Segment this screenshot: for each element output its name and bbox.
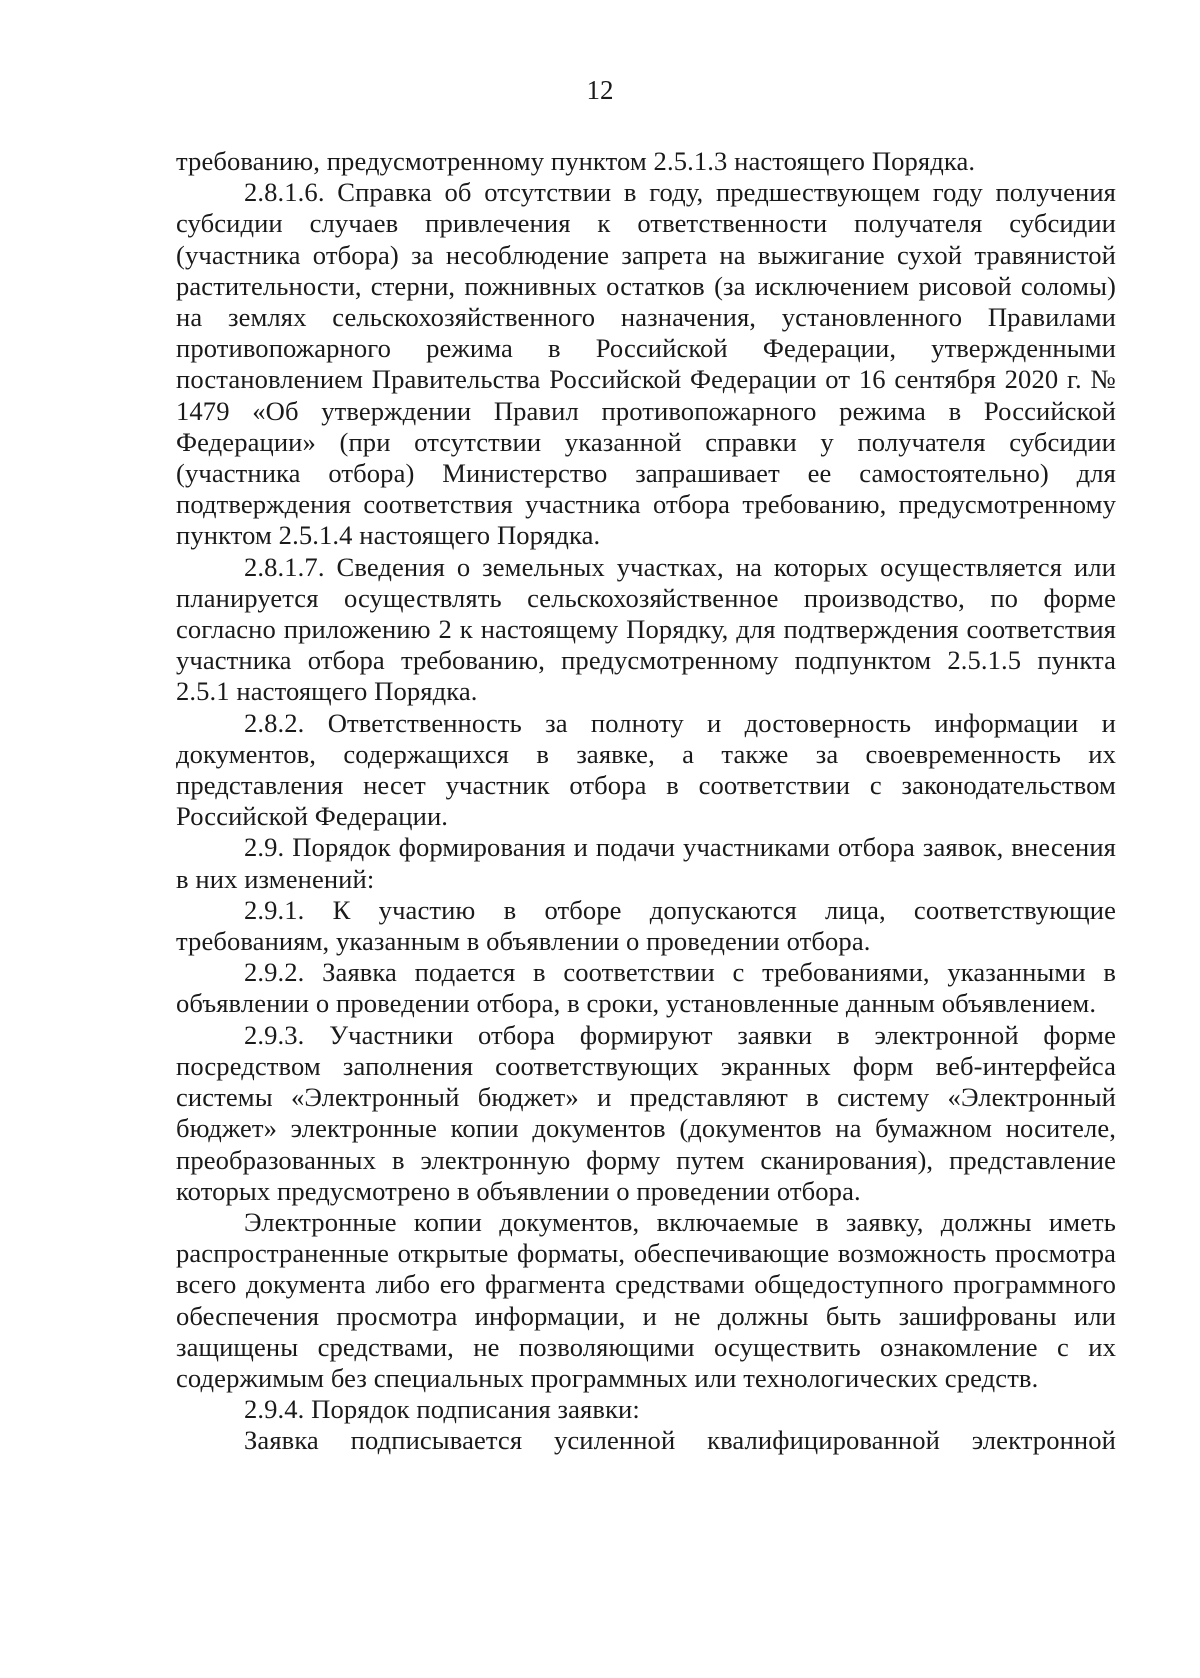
paragraph-2-9-2: 2.9.2. Заявка подается в соответствии с требованиями, указанными в объявлении о проведении отбора, в сроки, установленные данным объявлением.: [176, 957, 1116, 1019]
document-body: [176, 146, 1116, 1457]
paragraph-2-8-2: 2.8.2. Ответственность за полноту и достоверность информации и документов, содержащихся в заявке, а также за своевременность их представления несет участник отбора в соответствии с законодательством Российской Федерации.: [176, 707, 1116, 832]
paragraph-continuation: требованию, предусмотренному пунктом 2.5.1.3 настоящего Порядка.: [176, 146, 976, 176]
paragraph-2-8-1-6: 2.8.1.6. Справка об отсутствии в году, предшествующем году получения субсидии случаев привлечения к ответственности получателя субсидии (участника отбора) за несоблюдение запрета на выжигание сухой травянистой растительности, стерни, пожнивных остатков (за исключением рисовой соломы) на землях сельскохозяйственного назначения, установленного Правилами противопожарного режима в Российской Федерации, утвержденными постановлением Правительства Российской Федерации от 16 сентября 2020 г. № 1479 «Об утверждении Правил противопожарного режима в Российской Федерации» (при отсутствии указанной справки у получателя субсидии (участника отбора) Министерство запрашивает ее самостоятельно) для подтверждения соответствия участника отбора требованию, предусмотренному пунктом 2.5.1.4 настоящего Порядка.: [176, 177, 1116, 551]
paragraph-2-9-3: 2.9.3. Участники отбора формируют заявки в электронной форме посредством заполнения соответствующих экранных форм веб-интерфейса системы «Электронный бюджет» и представляют в систему «Электронный бюджет» электронные копии документов (документов на бумажном носителе, преобразованных в электронную форму путем сканирования), представление которых предусмотрено в объявлении о проведении отбора.: [176, 1019, 1116, 1206]
paragraph-2-9-4: 2.9.4. Порядок подписания заявки:: [244, 1394, 640, 1425]
paragraph-electronic-copies: Электронные копии документов, включаемые в заявку, должны иметь распространенные открытые форматы, обеспечивающие возможность просмотра всего документа либо его фрагмента средствами общедоступного программного обеспечения просмотра информации, и не должны быть зашифрованы или защищены средствами, не позволяющими осуществить ознакомление с их содержимым без специальных программных или технологических средств.: [176, 1206, 1116, 1393]
paragraph-2-9: 2.9. Порядок формирования и подачи участниками отбора заявок, внесения в них изменений:: [176, 832, 1116, 894]
paragraph-2-9-1: 2.9.1. К участию в отборе допускаются лица, соответствующие требованиям, указанным в объявлении о проведении отбора.: [176, 894, 1116, 957]
page-number: 12: [586, 75, 614, 105]
paragraph-signing: Заявка подписывается усиленной квалифицированной электронной: [244, 1425, 1116, 1456]
paragraph-2-8-1-7: 2.8.1.7. Сведения о земельных участках, на которых осуществляется или планируется осуществлять сельскохозяйственное производство, по форме согласно приложению 2 к настоящему Порядку, для подтверждения соответствия участника отбора требованию, предусмотренному подпунктом 2.5.1.5 пункта 2.5.1 настоящего Порядка.: [176, 551, 1116, 707]
